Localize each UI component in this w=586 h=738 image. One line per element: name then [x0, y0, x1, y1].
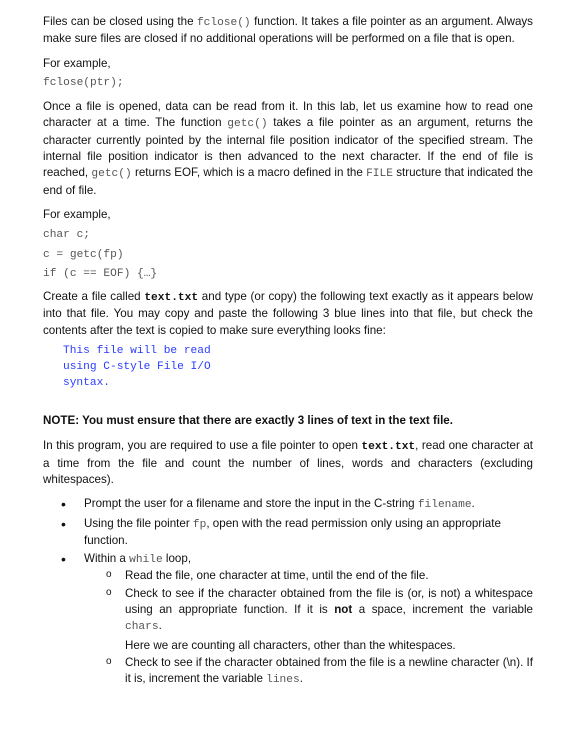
paragraph-fclose: [43, 14, 533, 48]
text: takes a file pointer as an argument, returns the character currently pointed by the internal file position indicator of the specified stream. The internal file position indicator is then advanced to the next character. If the end of file is reached,: [43, 116, 533, 180]
text: Files can be closed using the: [43, 15, 197, 28]
example-label: For example,: [43, 56, 111, 70]
blue-line: syntax.: [63, 377, 110, 390]
text: Prompt the user for a filename and store the input in the C-string: [84, 497, 418, 511]
inline-code: text.txt: [144, 292, 199, 305]
text: a space, increment the variable: [352, 603, 533, 617]
code-line: c = getc(fp): [43, 248, 124, 261]
text: Using the file pointer: [84, 516, 193, 530]
text: .: [471, 497, 475, 511]
inline-code: getc(): [227, 118, 268, 131]
sub-list: [84, 655, 533, 689]
text: returns EOF, which is a macro defined in the: [131, 166, 367, 180]
instruction-list: [43, 496, 533, 688]
inline-code: text.txt: [361, 441, 416, 454]
text: Check to see if the character obtained from the file is (or, is not) a whitespace using an appropriate function. If it is: [125, 586, 533, 617]
sub-list-item: [84, 655, 533, 689]
sub-list-item: [84, 586, 533, 636]
inline-code: getc(): [91, 168, 132, 181]
sub-list-note: Here we are counting all characters, other than the whitespaces.: [125, 638, 456, 652]
code-line: char c;: [43, 229, 90, 242]
text: .: [158, 619, 162, 633]
blue-line: This file will be read: [63, 345, 211, 358]
paragraph-program: [43, 438, 533, 488]
text: , read one character at a time from the file and count the number of lines, words and characters (excluding whitespaces).: [43, 439, 533, 486]
text: Create a file called: [43, 290, 145, 304]
bold-text: not: [334, 603, 353, 617]
inline-code: FILE: [366, 168, 393, 181]
example-label: For example,: [43, 207, 111, 221]
blue-line: using C-style File I/O: [63, 361, 211, 374]
inline-code: filename: [417, 499, 472, 512]
blue-text-block: [43, 343, 533, 391]
paragraph-create-file: [43, 289, 533, 339]
document-page: [43, 14, 533, 689]
text: .: [299, 672, 303, 686]
sub-list: [84, 568, 533, 635]
text: In this program, you are required to use a file pointer to open: [43, 439, 362, 453]
inline-code: fp: [192, 518, 207, 531]
text: loop,: [162, 552, 192, 566]
inline-code: chars: [125, 621, 159, 634]
text: function. It takes a file pointer as an argument. Always make sure files are closed if no additional operations will be performed on a file that is open.: [43, 15, 533, 46]
note: NOTE: You must ensure that there are exactly 3 lines of text in the text file.: [43, 414, 453, 428]
text: Within a: [84, 552, 130, 566]
text: structure that indicated the end of file.: [43, 166, 533, 197]
list-item: [43, 551, 533, 688]
text: , open with the read permission only using an appropriate function.: [84, 516, 501, 547]
paragraph-getc: [43, 99, 533, 199]
sub-list-item: o Read the file, one character at time, until the end of the file.: [84, 568, 533, 584]
text: Check to see if the character obtained from the file is a newline character (\n). If it is, increment the variable: [125, 655, 533, 686]
inline-code: lines: [266, 674, 300, 687]
text: Once a file is opened, data can be read from it. In this lab, let us examine how to read one character at a time. The function: [43, 100, 533, 130]
list-item: [43, 516, 533, 550]
text: and type (or copy) the following text exactly as it appears below into that file. You may copy and paste the following 3 blue lines into that file, but check the contents after the text is copied to make sure everything looks fine:: [43, 290, 533, 337]
list-item: [43, 496, 533, 513]
code-fclose: fclose(ptr);: [43, 76, 124, 89]
inline-code: fclose(): [196, 17, 251, 29]
inline-code: while: [129, 554, 163, 567]
code-line: if (c == EOF) {…}: [43, 267, 158, 280]
